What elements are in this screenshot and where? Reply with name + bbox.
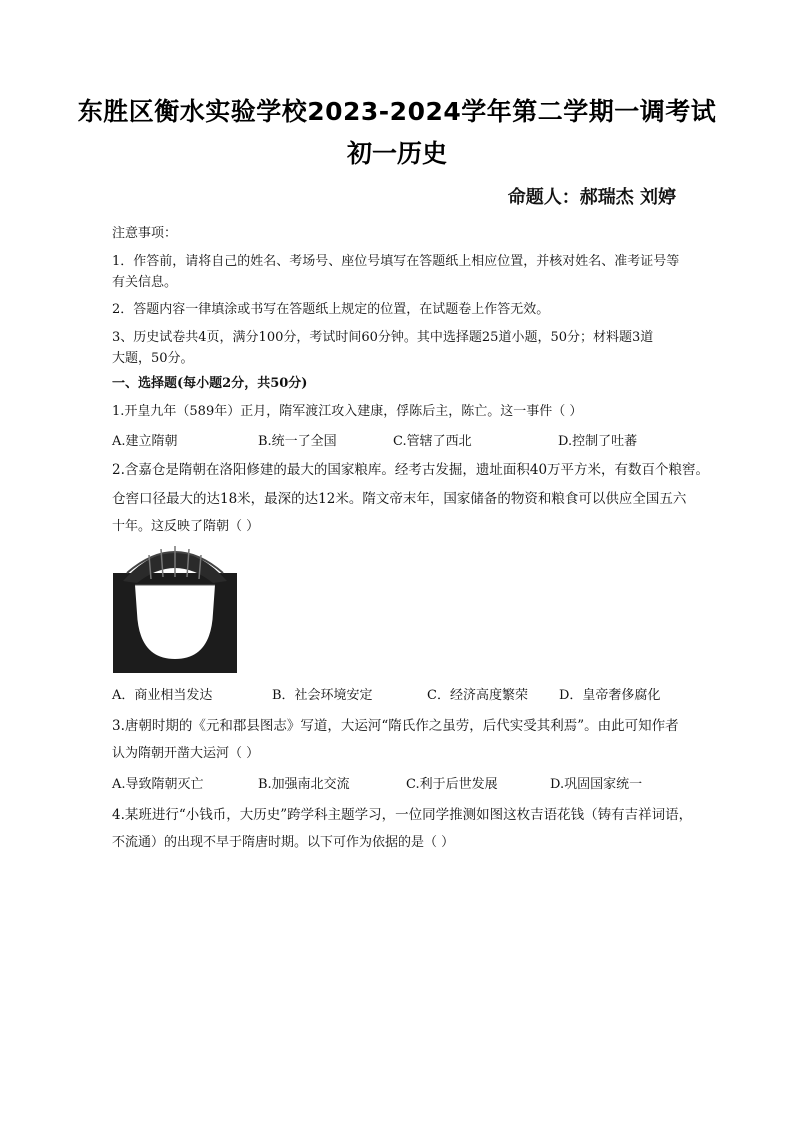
option-a: A.建立隋朝 — [112, 434, 178, 449]
question-3-stem: 3.唐朝时期的《元和郡县图志》写道，大运河“隋氏作之虽劳，后代实受其利焉”。由此可知作者 — [112, 718, 679, 734]
notice-item-1-cont: 有关信息。 — [112, 275, 178, 290]
notice-item-2: 2．答题内容一律填涂或书写在答题纸上规定的位置，在试题卷上作答无效。 — [112, 302, 550, 317]
notice-item-3: 3、历史试卷共4页，满分100分，考试时间60分钟。其中选择题25道小题，50分；材料题3道 — [112, 330, 654, 345]
exam-title: 东胜区衡水实验学校2023-2024学年第二学期一调考试 — [77, 97, 717, 126]
question-3-stem-cont: 认为隋朝开凿大运河（ ） — [112, 746, 260, 761]
option-b: B.统一了全国 — [258, 434, 337, 449]
option-c: C.管辖了西北 — [393, 434, 472, 449]
author-line: 命题人：郝瑞杰 刘婷 — [507, 187, 676, 208]
option-d: D.巩固国家统一 — [550, 777, 643, 792]
option-b: B．社会环境安定 — [272, 688, 373, 703]
option-c: C.利于后世发展 — [406, 777, 498, 792]
option-b: B.加强南北交流 — [258, 777, 350, 792]
notice-item-1: 1．作答前，请将自己的姓名、考场号、座位号填写在答题纸上相应位置，并核对姓名、准考证号等 — [112, 254, 680, 269]
question-4-stem-cont: 不流通）的出现不早于隋唐时期。以下可作为依据的是（ ） — [112, 835, 455, 850]
option-d: D.控制了吐蕃 — [558, 434, 638, 449]
option-d: D．皇帝奢侈腐化 — [559, 688, 661, 703]
option-a: A．商业相当发达 — [112, 688, 213, 703]
notice-heading: 注意事项： — [112, 226, 178, 241]
question-2-stem-end: 十年。这反映了隋朝（ ） — [112, 519, 260, 534]
granary-cross-section-image — [113, 543, 237, 673]
question-2-stem: 2.含嘉仓是隋朝在洛阳修建的最大的国家粮库。经考古发掘，遗址面积40万平方米，有数百个粮窖。 — [112, 462, 710, 478]
notice-item-3-cont: 大题，50分。 — [112, 351, 194, 366]
section-heading: 一、选择题(每小题2分，共50分) — [112, 376, 308, 391]
question-1-stem: 1.开皇九年（589年）正月，隋军渡江攻入建康，俘陈后主，陈亡。这一事件（ ） — [112, 404, 583, 419]
option-c: C．经济高度繁荣 — [427, 688, 528, 703]
subject-title: 初一历史 — [346, 139, 447, 168]
question-2-stem-cont: 仓窖口径最大的达18米，最深的达12米。隋文帝末年，国家储备的物资和粮食可以供应全国五六 — [112, 491, 687, 507]
option-a: A.导致隋朝灭亡 — [112, 777, 204, 792]
question-4-stem: 4.某班进行“小钱币，大历史”跨学科主题学习，一位同学推测如图这枚吉语花钱（铸有吉祥词语， — [112, 807, 693, 823]
